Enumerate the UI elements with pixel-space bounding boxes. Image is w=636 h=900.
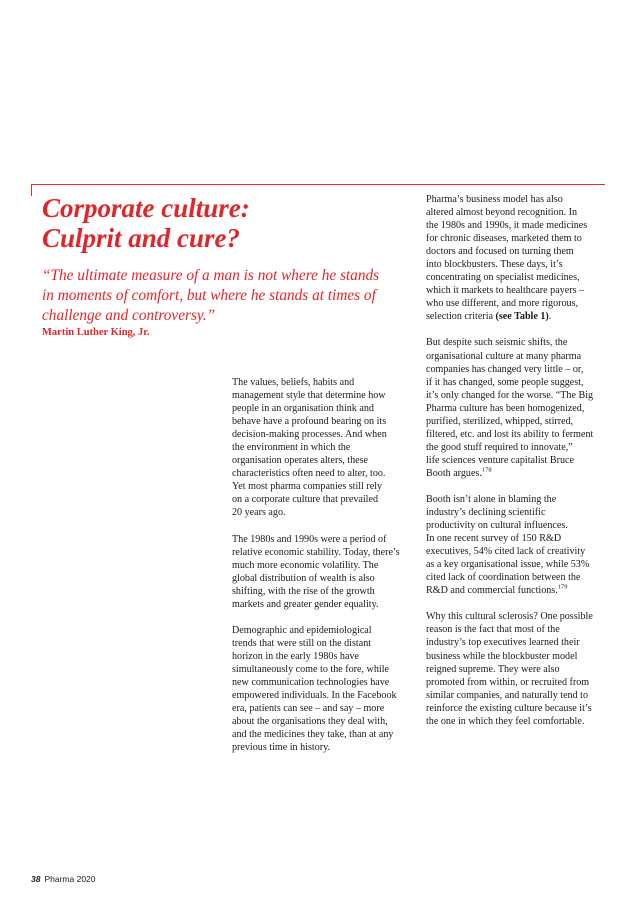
text-line: decision-making processes. And when	[232, 429, 387, 441]
text-line: as a key organisational issue, while 53%	[426, 559, 590, 571]
text-line: Pharma’s business model has also	[426, 194, 563, 205]
text-line: R&D and commercial functions.	[426, 585, 558, 597]
text-line: who use different, and more rigorous,	[426, 298, 579, 310]
text-line: for chronic diseases, marketed them to	[426, 233, 582, 245]
text-line: the one in which they feel comfortable.	[426, 715, 585, 727]
text-line: markets and greater gender equality.	[232, 598, 379, 610]
text-line: selection criteria	[426, 311, 496, 323]
right-column	[426, 193, 606, 741]
footnote-ref[interactable]: 179	[557, 583, 568, 591]
text-line: .	[548, 311, 552, 323]
text-line: altered almost beyond recognition. In	[426, 207, 578, 219]
header-rule	[31, 184, 605, 185]
text-line: global distribution of wealth is also	[232, 572, 375, 584]
paragraph	[426, 193, 606, 323]
text-line: characteristics often need to alter, too.	[232, 468, 386, 480]
quote-author: Martin Luther King, Jr.	[42, 327, 150, 338]
text-line: promoted from within, or recruited from	[426, 676, 590, 688]
text-line: on a corporate culture that prevailed	[232, 494, 379, 506]
text-line: which it markets to healthcare payers –	[426, 285, 585, 297]
text-line: empowered individuals. In the Facebook	[232, 690, 397, 702]
paragraph	[232, 624, 417, 754]
text-line: industry’s declining scientific	[426, 507, 546, 519]
text-line: the 1980s and 1990s, it made medicines	[426, 220, 588, 232]
paragraph	[426, 336, 606, 480]
text-line: reigned supreme. They were also	[426, 663, 560, 675]
paragraph	[232, 376, 417, 520]
text-line: concentrating on specialist medicines,	[426, 272, 580, 284]
text-line: it’s only changed for the worse. “The Big	[426, 389, 594, 401]
text-line: doctors and focused on turning them	[426, 246, 574, 258]
text-line: But despite such seismic shifts, the	[426, 337, 568, 349]
text-line: management style that determine how	[232, 390, 386, 402]
text-line: organisation operates alters, these	[232, 455, 369, 467]
middle-column	[232, 376, 417, 767]
text-line: shifting, with the rise of the growth	[232, 585, 375, 597]
text-line: relative economic stability. Today, there’s	[232, 546, 400, 558]
paragraph	[426, 610, 606, 727]
text-line: if it has changed, some people suggest,	[426, 376, 584, 388]
text-line: previous time in history.	[232, 742, 331, 754]
text-line: the good stuff required to innovate,”	[426, 441, 573, 453]
table-reference-link[interactable]: (see Table 1)	[495, 311, 549, 323]
text-line: much more economic volatility. The	[232, 559, 379, 571]
paragraph	[232, 533, 417, 611]
quote-line: challenge and controversy.”	[42, 307, 216, 324]
text-line: reinforce the existing culture because it’s	[426, 702, 592, 714]
text-line: the environment in which the	[232, 442, 351, 454]
article-title	[42, 193, 402, 253]
text-line: companies has changed very little – or,	[426, 363, 584, 375]
text-line: The 1980s and 1990s were a period of	[232, 533, 387, 545]
text-line: 20 years ago.	[232, 507, 286, 519]
text-line: about the organisations they deal with,	[232, 716, 388, 728]
publication-name: Pharma 2020	[44, 874, 96, 884]
text-line: and the medicines they take, than at any	[232, 729, 394, 741]
text-line: Demographic and epidemiological	[232, 624, 372, 636]
text-line: industry’s top executives learned their	[426, 637, 580, 649]
text-line: Why this cultural sclerosis? One possible	[426, 611, 593, 623]
text-line: people in an organisation think and	[232, 403, 374, 415]
text-line: Yet most pharma companies still rely	[232, 481, 383, 493]
text-line: business while the blockbuster model	[426, 650, 578, 662]
text-line: life sciences venture capitalist Bruce	[426, 454, 574, 466]
epigraph-quote	[42, 266, 402, 326]
text-line: productivity on cultural influences.	[426, 520, 568, 532]
text-line: horizon in the early 1980s have	[232, 650, 359, 662]
page-footer	[31, 874, 96, 884]
text-line: In one recent survey of 150 R&D	[426, 533, 562, 545]
text-line: similar companies, and naturally tend to	[426, 689, 589, 701]
quote-line: in moments of comfort, but where he stands at times of	[42, 287, 376, 304]
text-line: simultaneously come to the fore, while	[232, 663, 389, 675]
text-line: executives, 54% cited lack of creativity	[426, 546, 586, 558]
text-line: trends that were still on the distant	[232, 637, 372, 649]
footnote-ref[interactable]: 178	[481, 466, 492, 474]
text-line: filtered, etc. and lost its ability to ferment	[426, 428, 594, 440]
title-line-2: Culprit and cure?	[42, 223, 241, 253]
text-line: purified, sterilized, whipped, stirred,	[426, 415, 574, 427]
text-line: reason is the fact that most of the	[426, 624, 560, 636]
text-line: into blockbusters. These days, it’s	[426, 259, 563, 271]
text-line: Booth isn’t alone in blaming the	[426, 493, 557, 505]
text-line: The values, beliefs, habits and	[232, 377, 355, 388]
text-line: era, patients can see – and say – more	[232, 703, 385, 715]
paragraph	[426, 493, 606, 597]
text-line: cited lack of coordination between the	[426, 572, 581, 584]
quote-line: “The ultimate measure of a man is not where he stands	[42, 267, 380, 284]
text-line: Booth argues.	[426, 467, 482, 479]
text-line: Pharma culture has been homogenized,	[426, 402, 585, 414]
text-line: new communication technologies have	[232, 676, 390, 688]
header-rule-tick	[31, 184, 32, 196]
text-line: behave have a profound bearing on its	[232, 416, 387, 428]
title-line-1: Corporate culture:	[42, 193, 250, 223]
text-line: organisational culture at many pharma	[426, 350, 582, 362]
page-number: 38	[31, 874, 41, 884]
